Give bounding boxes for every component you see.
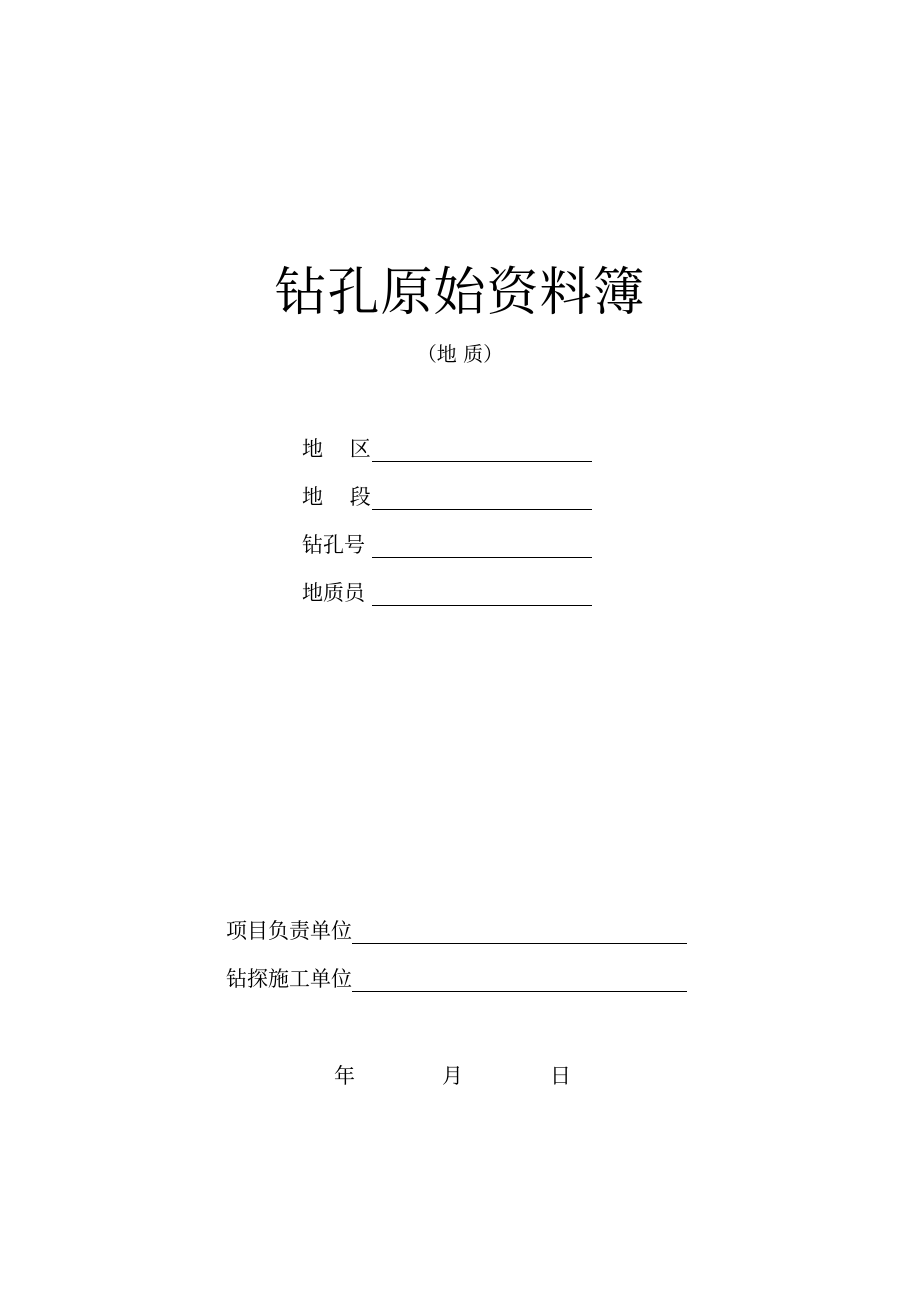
field-section-blank[interactable] xyxy=(372,487,592,510)
field-region xyxy=(302,432,592,462)
field-drilling-unit-blank[interactable] xyxy=(352,969,687,992)
field-section xyxy=(302,480,592,510)
field-geologist-blank[interactable] xyxy=(372,583,592,606)
date-day-label: 日 xyxy=(550,1064,571,1088)
field-project-unit-blank[interactable] xyxy=(352,921,687,944)
field-drilling-unit xyxy=(226,962,687,992)
document-title: 钻孔原始资料簿 xyxy=(274,263,646,323)
field-borehole-number-label: 钻孔号 xyxy=(302,533,365,557)
field-section-label: 地 段 xyxy=(302,485,371,509)
field-geologist-label: 地质员 xyxy=(302,581,365,605)
date-year-label: 年 xyxy=(334,1064,355,1088)
field-region-label: 地 区 xyxy=(302,437,371,461)
field-project-unit xyxy=(226,914,687,944)
field-region-blank[interactable] xyxy=(372,439,592,462)
field-project-unit-label: 项目负责单位 xyxy=(226,919,352,943)
field-borehole-number-blank[interactable] xyxy=(372,535,592,558)
field-borehole-number xyxy=(302,528,592,558)
date-month-label: 月 xyxy=(442,1064,463,1088)
field-drilling-unit-label: 钻探施工单位 xyxy=(226,967,352,991)
document-subtitle: （地 质） xyxy=(416,342,504,366)
field-geologist xyxy=(302,576,592,606)
